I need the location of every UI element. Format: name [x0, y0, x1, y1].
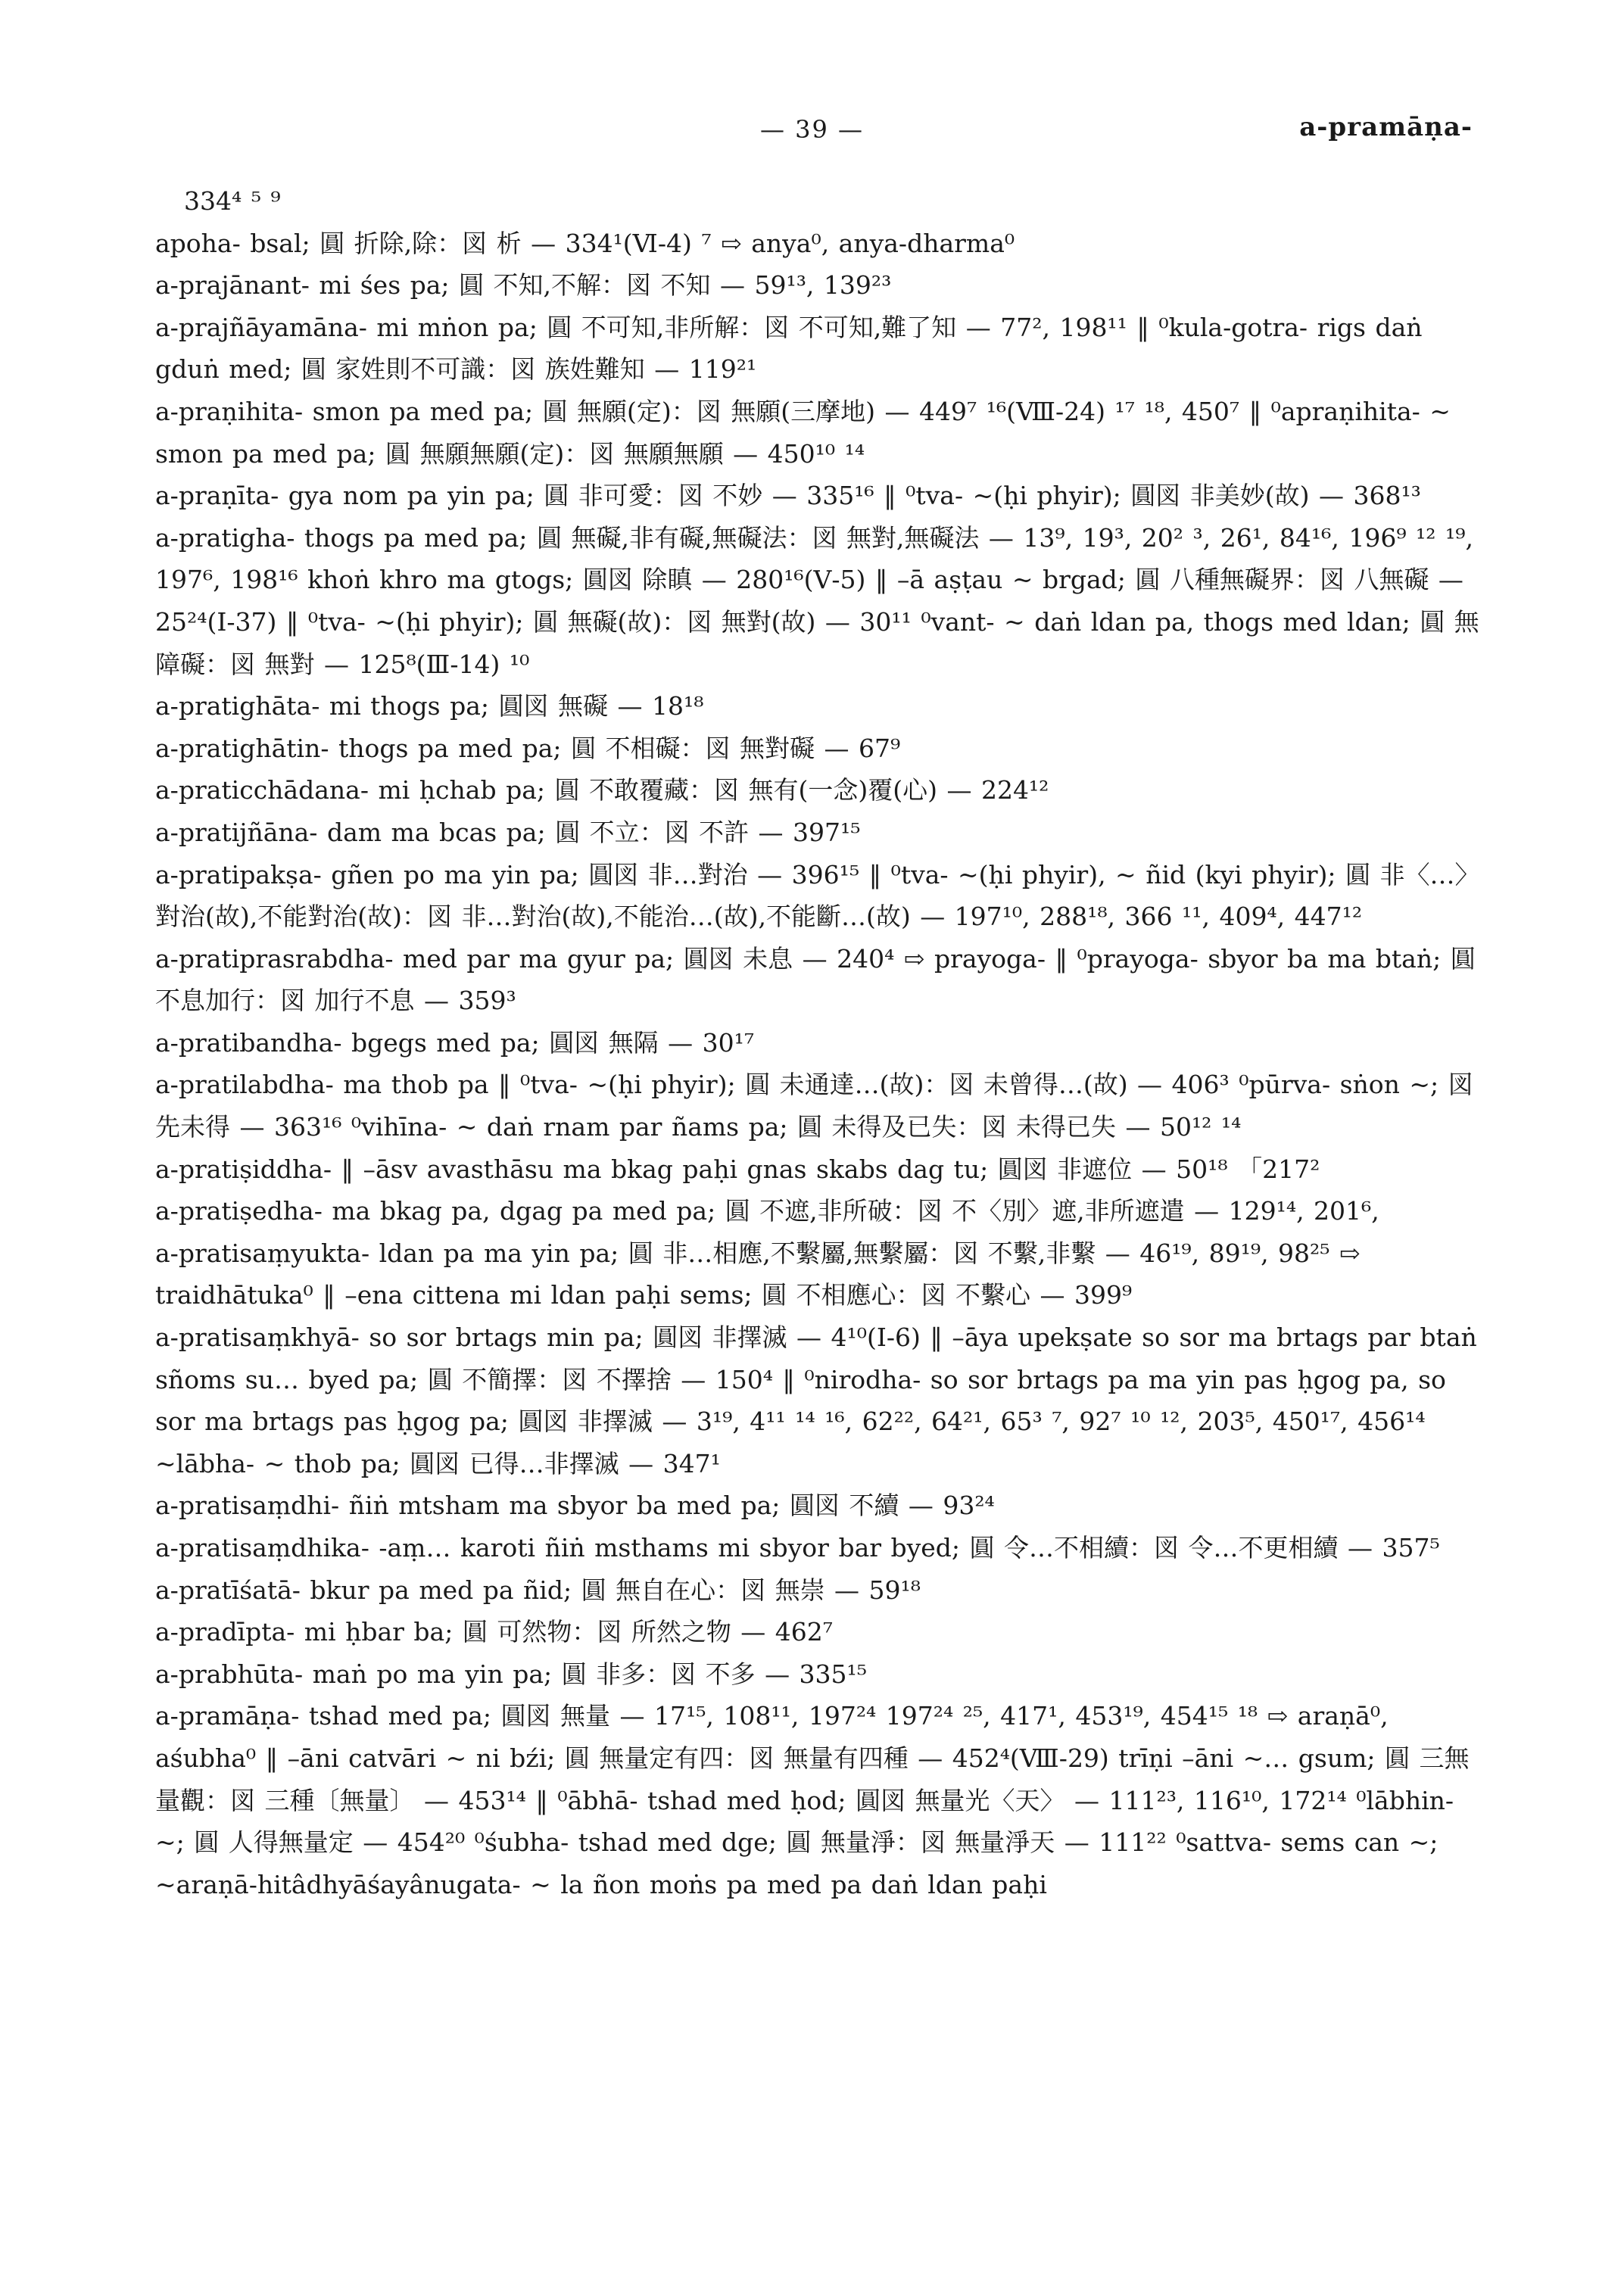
dictionary-entry: a-pratīśatā- bkur pa med pa ñid; 圓 無自在心：図 無崇 — 59¹⁸	[155, 1575, 921, 1605]
dictionary-entry: a-pratigha- thogs pa med pa; 圓 無礙,非有礙,無礙法：図 無對,無礙法 — 13⁹, 19³, 20² ³, 26¹, 84¹⁶, 196⁹ ¹² ¹⁹, 197⁶, 198¹⁶ khoṅ khro ma gtogs; 圓図 除瞋 — 280¹⁶(Ⅴ-5) ‖ –ā aṣṭau ~ brgad; 圓 八種無礙界：図 八無礙 — 25²⁴(Ⅰ-37) ‖ ⁰tva- ~(ḥi phyir); 圓 無礙(故)：図 無對(故) — 30¹¹ ⁰vant- ~ daṅ ldan pa, thogs med ldan; 圓 無障礙：図 無對 — 125⁸(Ⅲ-14) ¹⁰	[155, 522, 1479, 679]
dictionary-entry: a-pratilabdha- ma thob pa ‖ ⁰tva- ~(ḥi phyir); 圓 未通達…(故)：図 未曾得…(故) — 406³ ⁰pūrva- sṅon ~; 図 先未得 — 363¹⁶ ⁰vihīna- ~ daṅ rnam par ñams pa; 圓 未得及已失：図 未得已失 — 50¹² ¹⁴	[155, 1070, 1473, 1142]
dictionary-entry: a-prajānant- mi śes pa; 圓 不知,不解：図 不知 — 59¹³, 139²³	[155, 270, 892, 301]
dictionary-entry: a-pratiṣiddha- ‖ –āsv avasthāsu ma bkag paḥi gnas skabs dag tu; 圓図 非遮位 — 50¹⁸ 「217²	[155, 1154, 1320, 1184]
dictionary-entry: 334⁴ ⁵ ⁹	[184, 186, 281, 216]
dictionary-entry: a-pramāṇa- tshad med pa; 圓図 無量 — 17¹⁵, 108¹¹, 197²⁴ 197²⁴ ²⁵, 417¹, 453¹⁹, 454¹⁵ ¹⁸ ⇨ araṇā⁰, aśubha⁰ ‖ –āni catvāri ~ ni bźi; 圓 無量定有四：図 無量有四種 — 452⁴(Ⅷ-29) trīṇi –āni ~… gsum; 圓 三無量觀：図 三種〔無量〕 — 453¹⁴ ‖ ⁰ābhā- tshad med ḥod; 圓図 無量光〈天〉 — 111²³, 116¹⁰, 172¹⁴ ⁰lābhin- ~; 圓 人得無量定 — 454²⁰ ⁰śubha- tshad med dge; 圓 無量淨：図 無量淨天 — 111²² ⁰sattva- sems can ~; ~araṇā-hitâdhyāśayânugata- ~ la ñon moṅs pa med pa daṅ ldan paḥi	[155, 1701, 1470, 1899]
dictionary-entry: a-pratisaṃkhyā- so sor brtags min pa; 圓図 非擇滅 — 4¹⁰(Ⅰ-6) ‖ –āya upekṣate so sor ma brtags par btaṅ sñoms su… byed pa; 圓 不簡擇：図 不擇捨 — 150⁴ ‖ ⁰nirodha- so sor brtags pa ma yin pas ḥgog pa, so sor ma brtags pas ḥgog pa; 圓図 非擇滅 — 3¹⁹, 4¹¹ ¹⁴ ¹⁶, 62²², 64²¹, 65³ ⁷, 92⁷ ¹⁰ ¹², 203⁵, 450¹⁷, 456¹⁴ ~lābha- ~ thob pa; 圓図 已得…非擇滅 — 347¹	[155, 1323, 1477, 1478]
dictionary-entry: a-prabhūta- maṅ po ma yin pa; 圓 非多：図 不多 — 335¹⁵	[155, 1659, 868, 1689]
dictionary-entry: a-pratighāta- mi thogs pa; 圓図 無礙 — 18¹⁸	[155, 691, 704, 721]
dictionary-entry: a-praticchādana- mi ḥchab pa; 圓 不敢覆藏：図 無有(一念)覆(心) — 224¹²	[155, 775, 1049, 805]
entry-list	[155, 180, 1492, 1905]
dictionary-entry: a-pratibandha- bgegs med pa; 圓図 無隔 — 30¹⁷	[155, 1027, 755, 1058]
dictionary-entry: a-pratighātin- thogs pa med pa; 圓 不相礙：図 無對礙 — 67⁹	[155, 733, 901, 763]
dictionary-entry: a-pratisaṃdhi- ñiṅ mtsham ma sbyor ba med pa; 圓図 不續 — 93²⁴	[155, 1491, 995, 1521]
dictionary-entry: apoha- bsal; 圓 折除,除：図 析 — 334¹(Ⅵ-4) ⁷ ⇨ anya⁰, anya-dharma⁰	[155, 228, 1015, 258]
running-head: a-pramāṇa-	[1299, 112, 1473, 142]
dictionary-entry: a-pratijñāna- dam ma bcas pa; 圓 不立：図 不許 — 397¹⁵	[155, 817, 861, 847]
dictionary-entry: a-pradīpta- mi ḥbar ba; 圓 可然物：図 所然之物 — 462⁷	[155, 1617, 834, 1647]
dictionary-entry: a-pratiprasrabdha- med par ma gyur pa; 圓図 未息 — 240⁴ ⇨ prayoga- ‖ ⁰prayoga- sbyor ba ma btaṅ; 圓 不息加行：図 加行不息 — 359³	[155, 943, 1476, 1016]
dictionary-entry: a-pratisaṃyukta- ldan pa ma yin pa; 圓 非…相應,不繫屬,無繫屬：図 不繫,非繫 — 46¹⁹, 89¹⁹, 98²⁵ ⇨ traidhātuka⁰ ‖ –ena cittena mi ldan paḥi sems; 圓 不相應心：図 不繫心 — 399⁹	[155, 1238, 1361, 1310]
dictionary-entry: a-pratiṣedha- ma bkag pa, dgag pa med pa; 圓 不遮,非所破：図 不〈別〉遮,非所遮遣 — 129¹⁴, 201⁶,	[155, 1196, 1379, 1226]
dictionary-entry: a-praṇīta- gya nom pa yin pa; 圓 非可愛：図 不妙 — 335¹⁶ ‖ ⁰tva- ~(ḥi phyir); 圓図 非美妙(故) — 368¹³	[155, 481, 1421, 511]
page-number: — 39 —	[759, 115, 865, 144]
dictionary-entry: a-praṇihita- smon pa med pa; 圓 無願(定)：図 無願(三摩地) — 449⁷ ¹⁶(Ⅷ-24) ¹⁷ ¹⁸, 450⁷ ‖ ⁰apraṇihita- ~ smon pa med pa; 圓 無願無願(定)：図 無願無願 — 450¹⁰ ¹⁴	[155, 396, 1451, 469]
dictionary-entry: a-pratipakṣa- gñen po ma yin pa; 圓図 非…對治 — 396¹⁵ ‖ ⁰tva- ~(ḥi phyir), ~ ñid (kyi phyir); 圓 非〈…〉對治(故),不能對治(故)：図 非…對治(故),不能治…(故),不能斷…(故) — 197¹⁰, 288¹⁸, 366 ¹¹, 409⁴, 447¹²	[155, 859, 1480, 932]
dictionary-entry: a-pratisaṃdhika- -aṃ… karoti ñiṅ msthams mi sbyor bar byed; 圓 令…不相續：図 令…不更相續 — 357⁵	[155, 1533, 1440, 1562]
dictionary-entry: a-prajñāyamāna- mi mṅon pa; 圓 不可知,非所解：図 不可知,難了知 — 77², 198¹¹ ‖ ⁰kula-gotra- rigs daṅ gduṅ med; 圓 家姓則不可識：図 族姓難知 — 119²¹	[155, 312, 1423, 385]
